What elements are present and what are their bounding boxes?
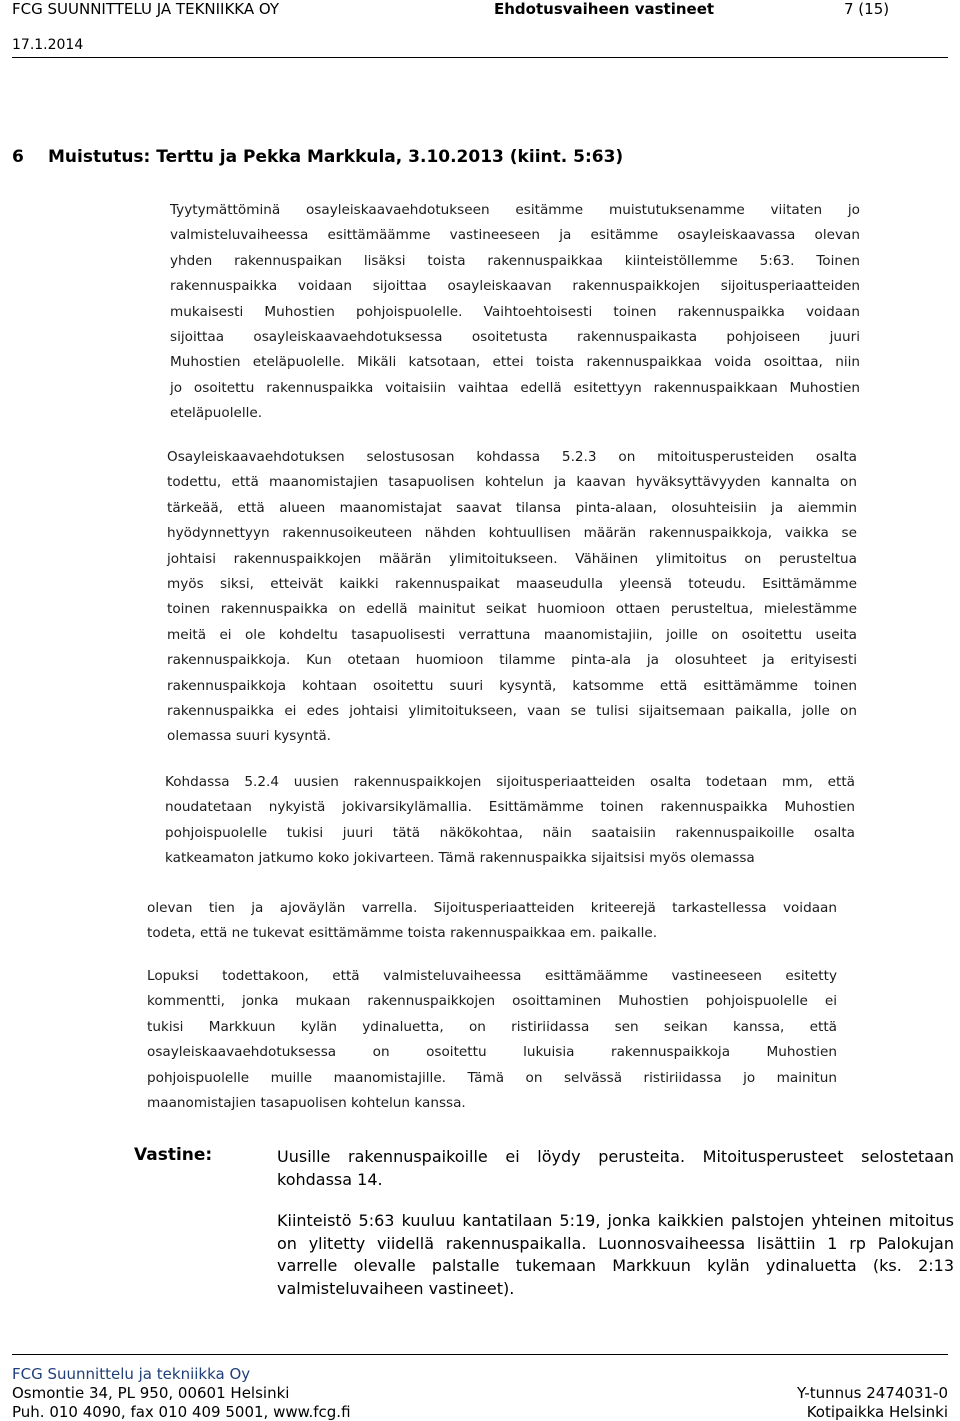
header-page-number: 7 (15) (844, 0, 890, 18)
letter-line: Muhostien eteläpuolelle. Mikäli katsotaan, ettei toista rakennuspaikkaa voida osoittaa, niin (170, 354, 860, 371)
letter-line: eteläpuolelle. (170, 405, 263, 422)
footer-divider (12, 1354, 948, 1355)
section-heading (12, 146, 623, 168)
footer-business-id: Y-tunnus 2474031-0 (796, 1384, 948, 1402)
header-title: Ehdotusvaiheen vastineet (494, 0, 715, 18)
letter-line: myös siksi, etteivät kaikki rakennuspaikat maaseudulla yleensä toteudu. Esittämämme (167, 576, 857, 593)
letter-line: Osayleiskaavaehdotuksen selostusosan kohdassa 5.2.3 on mitoitusperusteiden osalta (167, 449, 857, 465)
letter-line: katkeamaton jatkumo koko jokivarteen. Tämä rakennuspaikka sijaitsisi myös olemassa (165, 850, 755, 867)
section-title: Muistutus: Terttu ja Pekka Markkula, 3.10.2013 (kiint. 5:63) (48, 147, 624, 167)
letter-paragraph (167, 445, 857, 750)
page-header (12, 0, 948, 58)
letter-line: rakennuspaikka ei edes johtaisi ylimitoitukseen, vaan se tulisi sijaitsemaan paikalla, jolle on (167, 703, 857, 720)
letter-line: valmisteluvaiheessa esittämäämme vastineeseen ja esitämme osayleiskaavassa olevan (170, 227, 860, 244)
letter-line: kommentti, jonka mukaan rakennuspaikkojen osoittaminen Muhostien pohjoispuolelle ei (147, 993, 837, 1010)
response-paragraph-2: Kiinteistö 5:63 kuuluu kantatilaan 5:19, jonka kaikkien palstojen yhteinen mitoitus on ylitetty viidellä rakennuspaikalla. Luonnosvaiheessa lisättiin 1 rp Palokujan varrelle olevalle palstalle tukemaan Markkuun kylän ydinaluetta (ks. 2:13 valmisteluvaiheen vastineet). (277, 1211, 954, 1298)
footer-phone: Puh. 010 4090, fax 010 409 5001, www.fcg.fi (12, 1403, 351, 1421)
letter-paragraph (147, 964, 837, 1116)
letter-line: Kohdassa 5.2.4 uusien rakennuspaikkojen sijoitusperiaatteiden osalta todetaan mm, että (165, 774, 855, 790)
footer-company: FCG Suunnittelu ja tekniikka Oy (12, 1365, 251, 1383)
footer-address: Osmontie 34, PL 950, 00601 Helsinki (12, 1384, 290, 1402)
header-company: FCG SUUNNITTELU JA TEKNIIKKA OY (12, 0, 280, 18)
letter-paragraph (165, 770, 855, 872)
header-date: 17.1.2014 (12, 37, 84, 53)
letter-paragraph (147, 896, 837, 947)
letter-line: todettu, että maanomistajien tasapuolisen kohtelun ja kaavan hyväksyttävyyden kannalta on (167, 474, 857, 491)
scanned-letter (140, 192, 870, 1122)
letter-line: tukisi Markkuun kylän ydinaluetta, on ristiriidassa sen seikan kanssa, että (147, 1018, 837, 1035)
letter-line: noudatetaan nykyistä jokivarsikylämallia. Esittämämme toinen rakennuspaikka Muhostien (165, 799, 855, 816)
letter-line: olemassa suuri kysyntä. (167, 728, 332, 745)
letter-line: sijoittaa osayleiskaavaehdotuksessa osoitetusta rakennuspaikasta pohjoiseen juuri (170, 329, 860, 346)
letter-line: hyödynnettyyn rakennusoikeuteen nähden kohtuullisen määrän rakennuspaikkoja, vaikka se (167, 525, 857, 542)
letter-line: Tyytymättöminä osayleiskaavaehdotukseen esitämme muistutuksenamme viitaten jo (170, 202, 860, 218)
letter-line: todeta, että ne tukevat esittämämme toista rakennuspaikkaa em. paikalle. (147, 925, 658, 942)
section-number: 6 (12, 147, 24, 167)
letter-line: pohjoispuolelle tukisi juuri tätä näkökohtaa, näin saataisiin rakennuspaikoille osalta (165, 824, 855, 841)
letter-line: yhden rakennuspaikan lisäksi toista rakennuspaikkaa kiinteistöllemme 5:63. Toinen (170, 252, 860, 269)
letter-line: tärkeää, että alueen maanomistajat saavat tilansa pinta-alaan, olosuhteisiin ja aiemmin (167, 499, 857, 516)
letter-line: toinen rakennuspaikka on edellä mainitut seikat huomioon ottaen perusteltua, mielestämme (167, 601, 857, 618)
letter-line: rakennuspaikkoja kohtaan osoitettu suuri kysyntä, katsomme että esittämämme toinen (167, 677, 857, 694)
response-label: Vastine: (134, 1145, 213, 1165)
letter-line: rakennuspaikkoja. Kun otetaan huomioon tilamme pinta-ala ja olosuhteet ja erityisesti (167, 652, 857, 669)
letter-line: osayleiskaavaehdotuksessa on osoitettu lukuisia rakennuspaikkoja Muhostien (147, 1044, 837, 1061)
letter-line: rakennuspaikka voidaan sijoittaa osayleiskaavan rakennuspaikkojen sijoitusperiaatteiden (170, 278, 860, 295)
letter-paragraph (170, 198, 860, 427)
letter-line: Lopuksi todettakoon, että valmisteluvaiheessa esittämäämme vastineeseen esitetty (147, 968, 837, 984)
letter-line: pohjoispuolelle muille maanomistajille. Tämä on selvässä ristiriidassa jo mainitun (147, 1069, 837, 1086)
letter-line: olevan tien ja ajoväylän varrella. Sijoitusperiaatteiden kriteerejä tarkastellessa voidaan (147, 900, 837, 916)
letter-line: maanomistajien tasapuolisen kohtelun kanssa. (147, 1095, 466, 1112)
footer-domicile: Kotipaikka Helsinki (806, 1403, 948, 1421)
header-divider (12, 57, 948, 58)
letter-line: johtaisi rakennuspaikkojen määrän ylimitoitukseen. Vähäinen ylimitoitus on perusteltua (167, 550, 857, 567)
letter-line: jo osoitettu rakennuspaikka voitaisiin vaihtaa edellä esitettyyn rakennuspaikkaan Muhostien (170, 379, 860, 396)
response-paragraph-1: Uusille rakennuspaikoille ei löydy perusteita. Mitoitusperusteet selostetaan kohdassa 14. (277, 1147, 954, 1189)
letter-line: meitä ei ole kohdeltu tasapuolisesti verrattuna maanomistajiin, joille on osoitettu useita (167, 626, 857, 643)
letter-line: mukaisesti Muhostien pohjoispuolelle. Vaihtoehtoisesti toinen rakennuspaikka voidaan (170, 303, 860, 320)
